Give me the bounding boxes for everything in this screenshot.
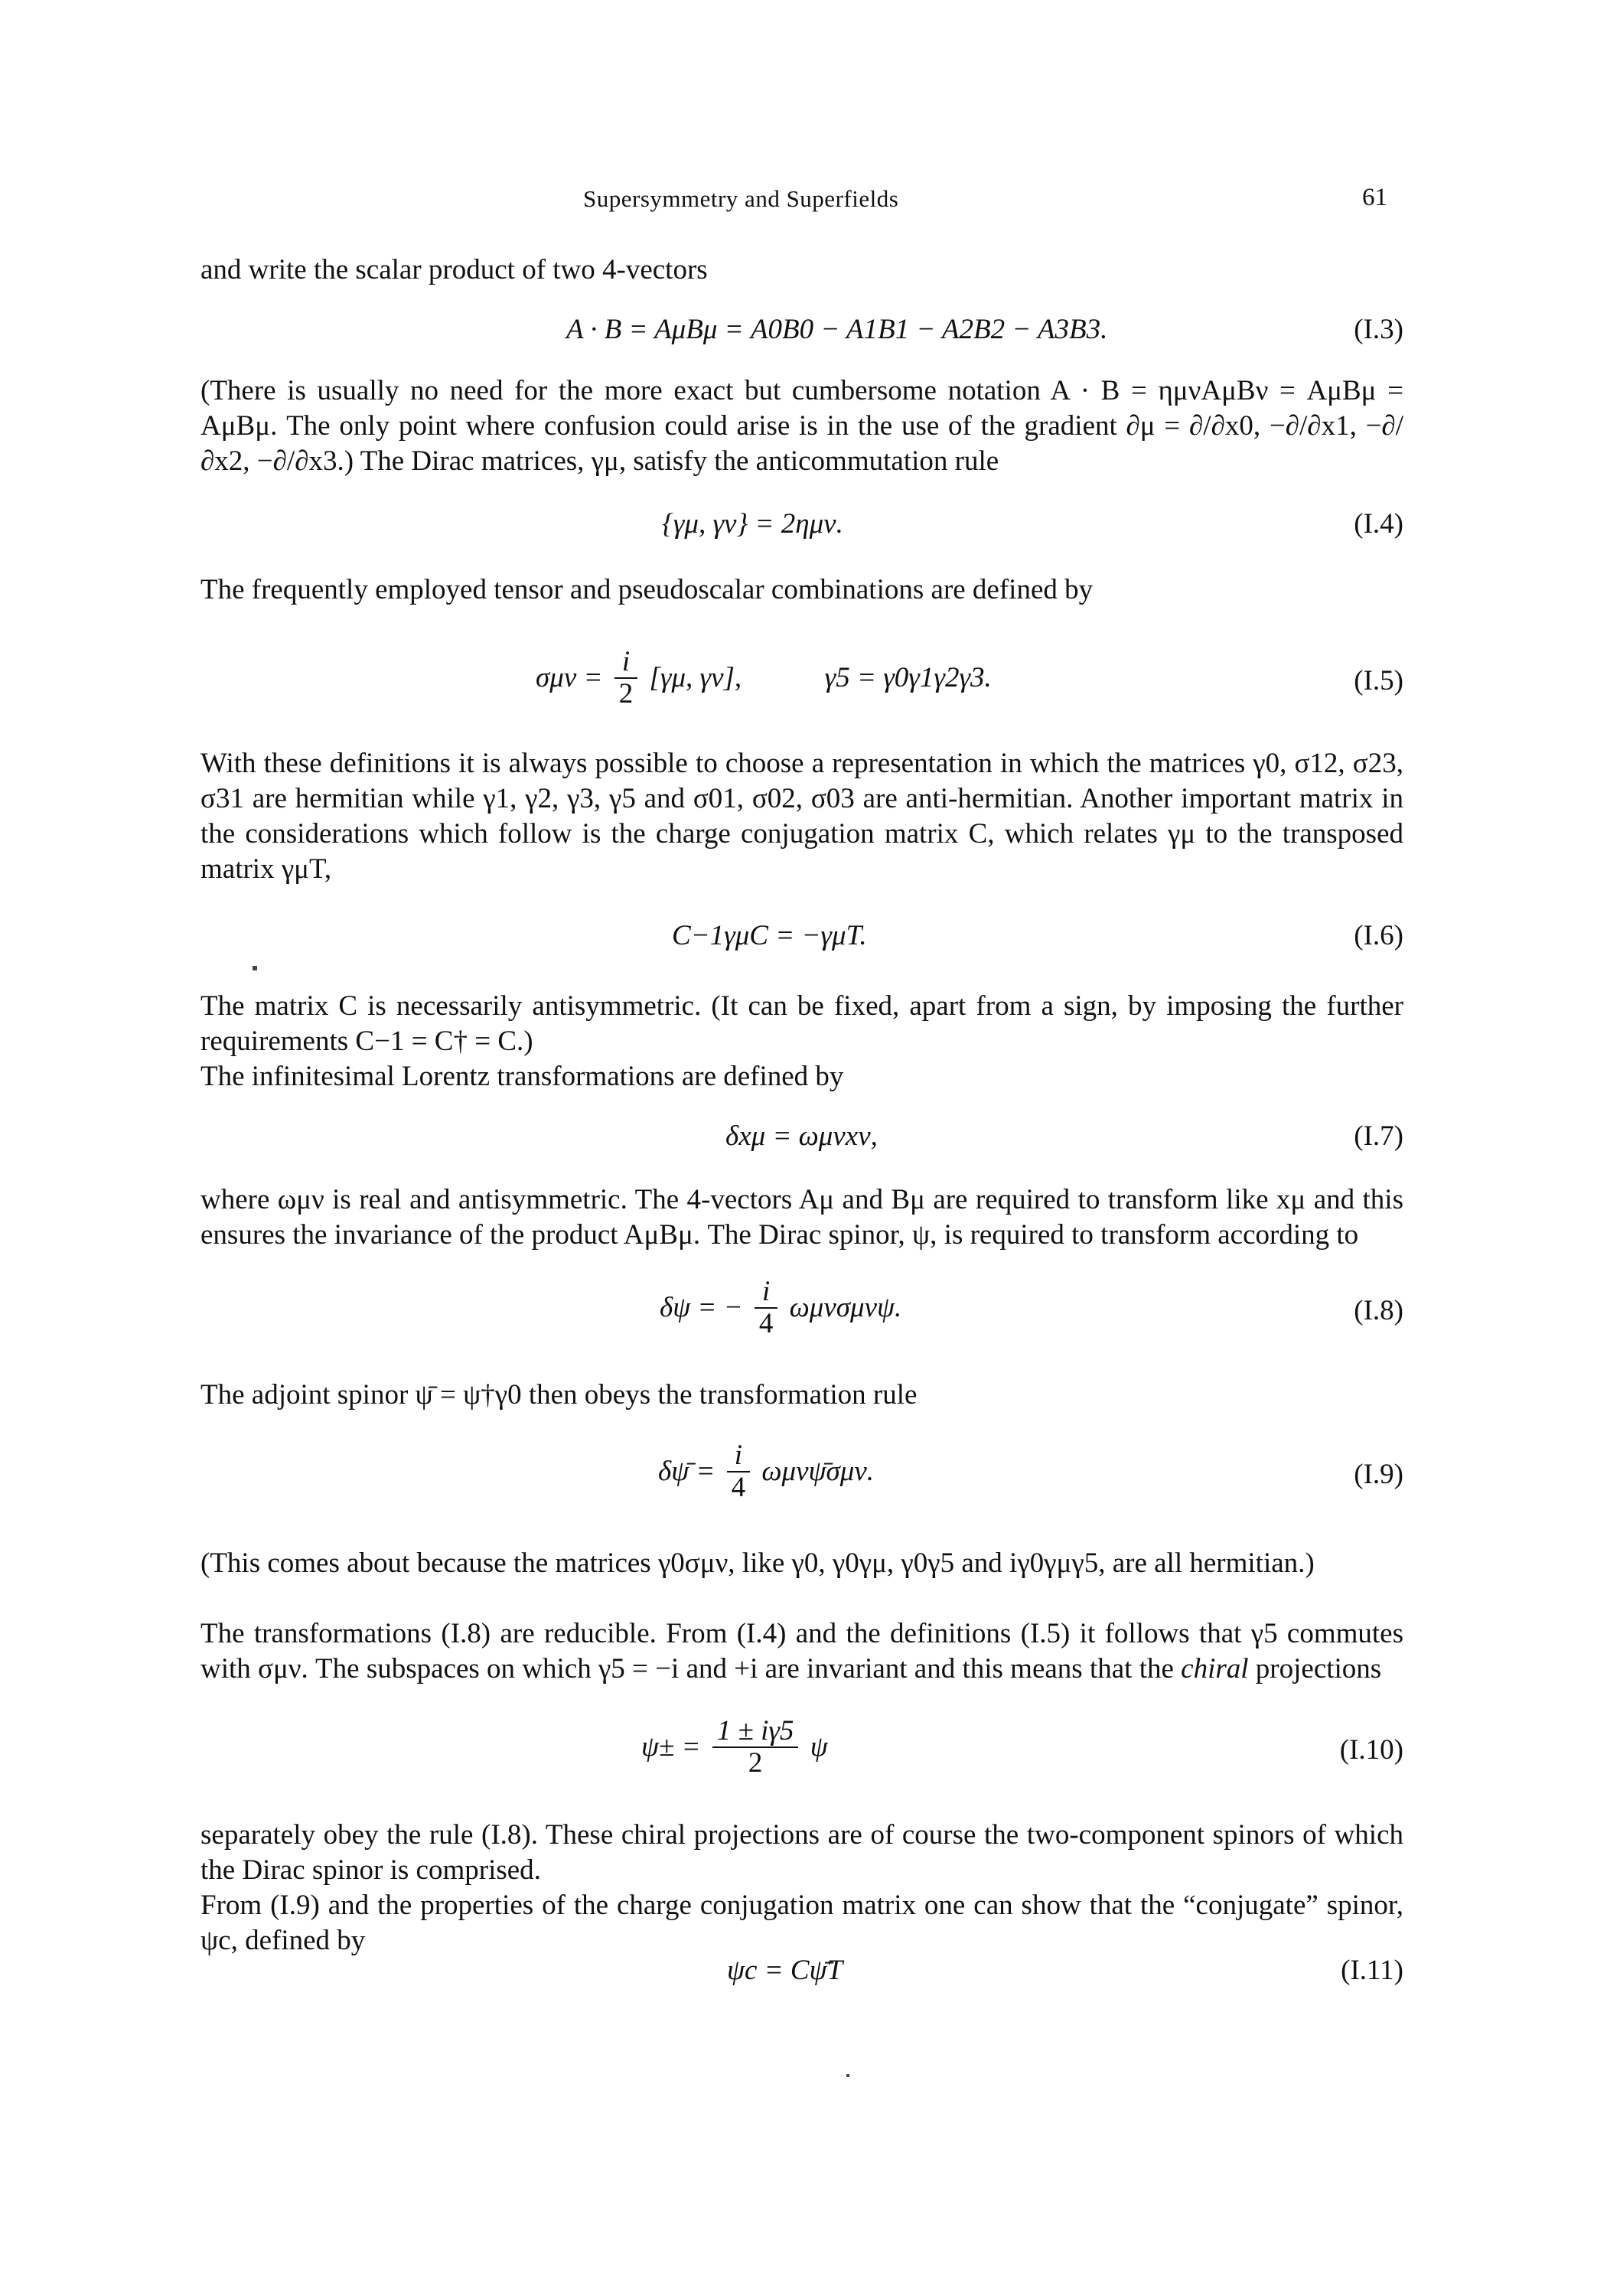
equation-number-I8: (I.8): [1354, 1295, 1403, 1326]
equation-I10-fraction-denominator: 2: [748, 1747, 763, 1779]
paragraph-lorentz: The infinitesimal Lorentz transformations are defined by: [200, 1061, 844, 1092]
paragraph-conjugate: From (I.9) and the properties of the charge conjugation matrix one can show that the “conjugate” spinor, ψc, defined by: [200, 1890, 1403, 1956]
paragraph-intro: and write the scalar product of two 4-vectors: [200, 254, 708, 285]
equation-I10-fraction-numerator: 1 ± iγ5: [712, 1716, 799, 1748]
scan-speck: [253, 966, 257, 970]
equation-I6: C−1γμC = −γμT.: [672, 920, 867, 951]
equation-I3: A · B = AμBμ = A0B0 − A1B1 − A2B2 − A3B3.: [566, 314, 1108, 345]
equation-I5-fraction-denominator: 2: [618, 678, 634, 709]
paragraph-chiral-projections: separately obey the rule (I.8). These chiral projections are of course the two-component spinors of which the Dirac spinor is comprised.: [200, 1819, 1403, 1886]
equation-I9-fraction-numerator: i: [727, 1440, 751, 1473]
equation-number-I6: (I.6): [1354, 920, 1403, 951]
running-title: Supersymmetry and Superfields: [583, 185, 899, 212]
equation-number-I3: (I.3): [1354, 314, 1403, 345]
equation-I5-gamma5: γ5 = γ0γ1γ2γ3.: [824, 662, 992, 693]
equation-I9-fraction-denominator: 4: [731, 1472, 746, 1503]
equation-I10-fraction: [712, 1716, 799, 1779]
equation-I8-lhs: δψ = −: [660, 1292, 743, 1323]
equation-I8-fraction-numerator: i: [755, 1277, 778, 1309]
paragraph-dirac-spinor: where ωμν is real and antisymmetric. The 4-vectors Aμ and Bμ are required to transform like xμ and this ensures the invariance of the product AμBμ. The Dirac spinor, ψ, is required to transform according to: [200, 1184, 1403, 1251]
paragraph-reducible-end: projections: [1255, 1653, 1382, 1684]
paragraph-adjoint: The adjoint spinor ψ̄ = ψ†γ0 then obeys the transformation rule: [200, 1379, 918, 1411]
equation-I5-lhs: σμν =: [536, 662, 603, 693]
paragraph-hermitian: (This comes about because the matrices γ0σμν, like γ0, γ0γμ, γ0γ5 and iγ0γμγ5, are all hermitian.): [200, 1548, 1315, 1579]
equation-I5-fraction-numerator: i: [614, 647, 638, 679]
equation-I11: ψc = Cψ̄T: [727, 1955, 843, 1986]
equation-I10-lhs: ψ± =: [641, 1731, 701, 1763]
equation-I9-fraction: [727, 1440, 751, 1503]
paragraph-reducible: [200, 1616, 1403, 1687]
equation-number-I11: (I.11): [1341, 1955, 1403, 1986]
equation-I9-rhs: ωμνψ̄σμν.: [761, 1456, 874, 1487]
equation-I8: [660, 1277, 901, 1339]
paragraph-antisymmetric: The matrix C is necessarily antisymmetric. (It can be fixed, apart from a sign, by imposing the further requirements C−1 = C† = C.): [200, 990, 1403, 1057]
equation-number-I9: (I.9): [1354, 1459, 1403, 1490]
paragraph-notation: (There is usually no need for the more exact but cumbersome notation A · B = ημνAμBν = AμBμ = AμBμ. The only point where confusion could arise is in the use of the gradient ∂μ = ∂/∂x0, −∂/∂x1, −∂/∂x2, −∂/∂x3.) The Dirac matrices, γμ, satisfy the anticommutation rule: [200, 375, 1403, 477]
equation-I9-lhs: δψ̄ =: [658, 1456, 715, 1487]
equation-I8-fraction: [755, 1277, 778, 1339]
equation-I8-fraction-denominator: 4: [758, 1308, 774, 1339]
equation-I5-fraction: [614, 647, 638, 709]
equation-number-I10: (I.10): [1339, 1734, 1403, 1766]
page-number: 61: [1362, 184, 1387, 211]
equation-number-I5: (I.5): [1354, 665, 1403, 696]
equation-I8-rhs: ωμνσμνψ.: [789, 1292, 902, 1323]
equation-I10: [641, 1716, 828, 1779]
equation-I10-rhs: ψ: [810, 1731, 828, 1763]
paragraph-tensor-def: The frequently employed tensor and pseudoscalar combinations are defined by: [200, 574, 1094, 605]
paragraph-reducible-emphasis: chiral: [1181, 1653, 1249, 1684]
equation-I7: δxμ = ωμνxν,: [725, 1120, 878, 1152]
equation-I9: [658, 1440, 874, 1503]
paragraph-reducible-text: The transformations (I.8) are reducible. From (I.4) and the definitions (I.5) it follows that γ5 commutes with σμν. The subspaces on which γ5 = −i and +i are invariant and this means that the: [200, 1618, 1403, 1684]
scan-speck: [846, 2074, 849, 2077]
equation-I4: {γμ, γν} = 2ημν.: [662, 508, 843, 540]
equation-I5-rhs: [γμ, γν],: [649, 662, 742, 693]
equation-number-I4: (I.4): [1354, 508, 1403, 540]
equation-I5: [536, 647, 992, 709]
equation-number-I7: (I.7): [1354, 1120, 1403, 1152]
paragraph-representation: With these definitions it is always possible to choose a representation in which the matrices γ0, σ12, σ23, σ31 are hermitian while γ1, γ2, γ3, γ5 and σ01, σ02, σ03 are anti-hermitian. Another important matrix in the considerations which follow is the charge conjugation matrix C, which relates γμ to the transposed matrix γμT,: [200, 748, 1403, 885]
